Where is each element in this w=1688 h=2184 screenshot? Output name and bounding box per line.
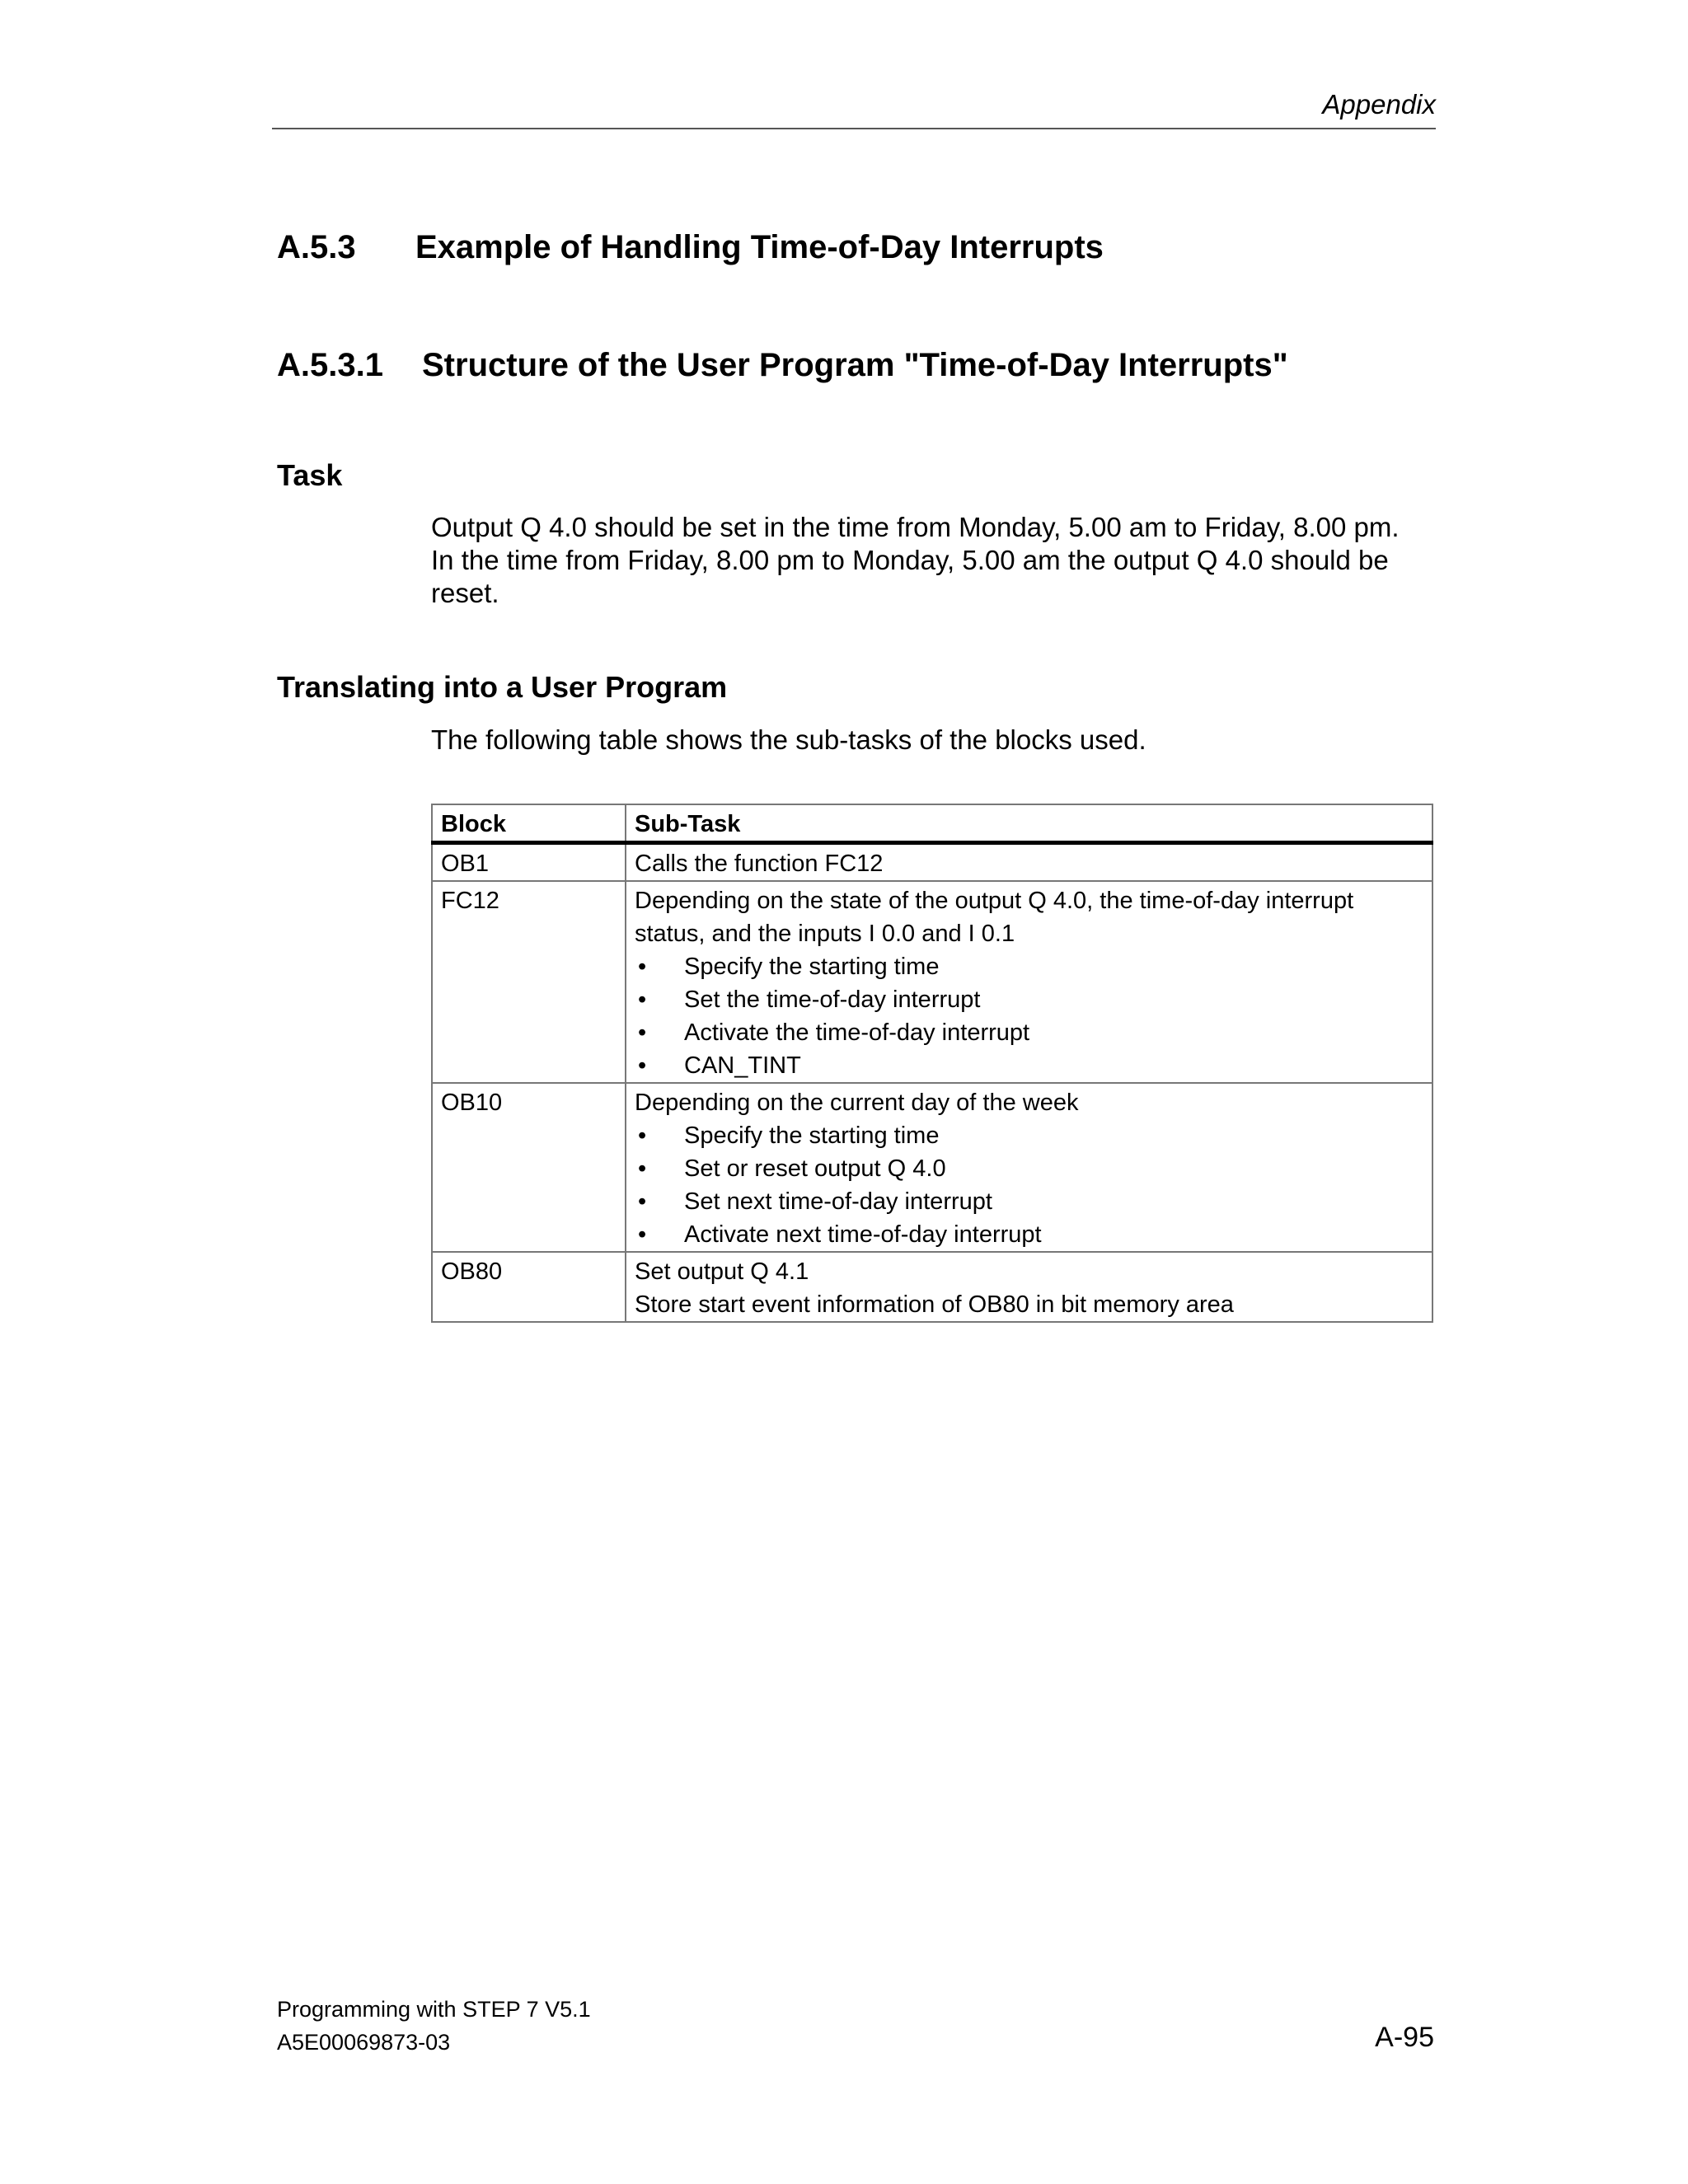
block-cell: OB10 — [432, 1083, 626, 1252]
subtask-bullet: • Set the time-of-day interrupt — [635, 983, 1423, 1016]
subtask-bullet-list — [635, 1119, 1423, 1251]
table-header-row — [432, 804, 1432, 843]
table-row — [432, 1252, 1432, 1322]
task-heading: Task — [277, 458, 343, 492]
header-rule — [272, 128, 1436, 129]
footer-manual-info — [277, 1993, 591, 2059]
subtask-cell — [626, 1083, 1432, 1252]
subtask-bullet: • Set next time-of-day interrupt — [635, 1185, 1423, 1218]
section-number: A.5.3.1 — [277, 347, 383, 383]
subtask-bullet: • Set or reset output Q 4.0 — [635, 1152, 1423, 1185]
subtask-text: Store start event information of OB80 in bit memory area — [635, 1291, 1234, 1318]
subtask-text: Depending on the current day of the week — [635, 1090, 1079, 1116]
task-line: reset. — [431, 578, 499, 608]
subtask-cell — [626, 843, 1432, 882]
section-heading-a531 — [277, 347, 1288, 384]
column-header-block: Block — [432, 804, 626, 843]
subtask-text: Depending on the state of the output Q 4.0, the time-of-day interrupt — [635, 888, 1354, 914]
section-number: A.5.3 — [277, 229, 356, 265]
table-row — [432, 881, 1432, 1083]
block-cell: OB80 — [432, 1252, 626, 1322]
subtask-cell — [626, 1252, 1432, 1322]
running-header: Appendix — [1322, 89, 1436, 120]
table-row — [432, 843, 1432, 882]
subtask-text: status, and the inputs I 0.0 and I 0.1 — [635, 921, 1015, 947]
column-header-subtask: Sub-Task — [626, 804, 1432, 843]
section-title: Example of Handling Time-of-Day Interrupts — [415, 229, 1104, 265]
block-cell: OB1 — [432, 843, 626, 882]
subtask-text: Set output Q 4.1 — [635, 1258, 809, 1285]
subtask-bullet: • Specify the starting time — [635, 950, 1423, 983]
subtask-cell — [626, 881, 1432, 1083]
section-heading-a53 — [277, 229, 1104, 266]
subtask-bullet: • Specify the starting time — [635, 1119, 1423, 1152]
task-paragraph — [431, 511, 1445, 610]
translating-heading: Translating into a User Program — [277, 670, 728, 704]
subtask-table — [431, 804, 1433, 1323]
subtask-bullet: • Activate next time-of-day interrupt — [635, 1218, 1423, 1251]
block-cell: FC12 — [432, 881, 626, 1083]
task-line: Output Q 4.0 should be set in the time from Monday, 5.00 am to Friday, 8.00 pm. — [431, 512, 1400, 542]
subtask-text: Calls the function FC12 — [635, 851, 884, 877]
task-line: In the time from Friday, 8.00 pm to Monday, 5.00 am the output Q 4.0 should be — [431, 545, 1389, 575]
subtask-bullet: • CAN_TINT — [635, 1049, 1423, 1082]
subtask-bullet: • Activate the time-of-day interrupt — [635, 1016, 1423, 1049]
footer-manual-title: Programming with STEP 7 V5.1 — [277, 1997, 591, 2022]
section-title: Structure of the User Program "Time-of-Day Interrupts" — [422, 347, 1288, 383]
table-row — [432, 1083, 1432, 1252]
footer-doc-number: A5E00069873-03 — [277, 2030, 451, 2055]
page-number: A-95 — [1375, 2022, 1434, 2053]
table-intro: The following table shows the sub-tasks of the blocks used. — [431, 724, 1146, 755]
subtask-bullet-list — [635, 950, 1423, 1082]
